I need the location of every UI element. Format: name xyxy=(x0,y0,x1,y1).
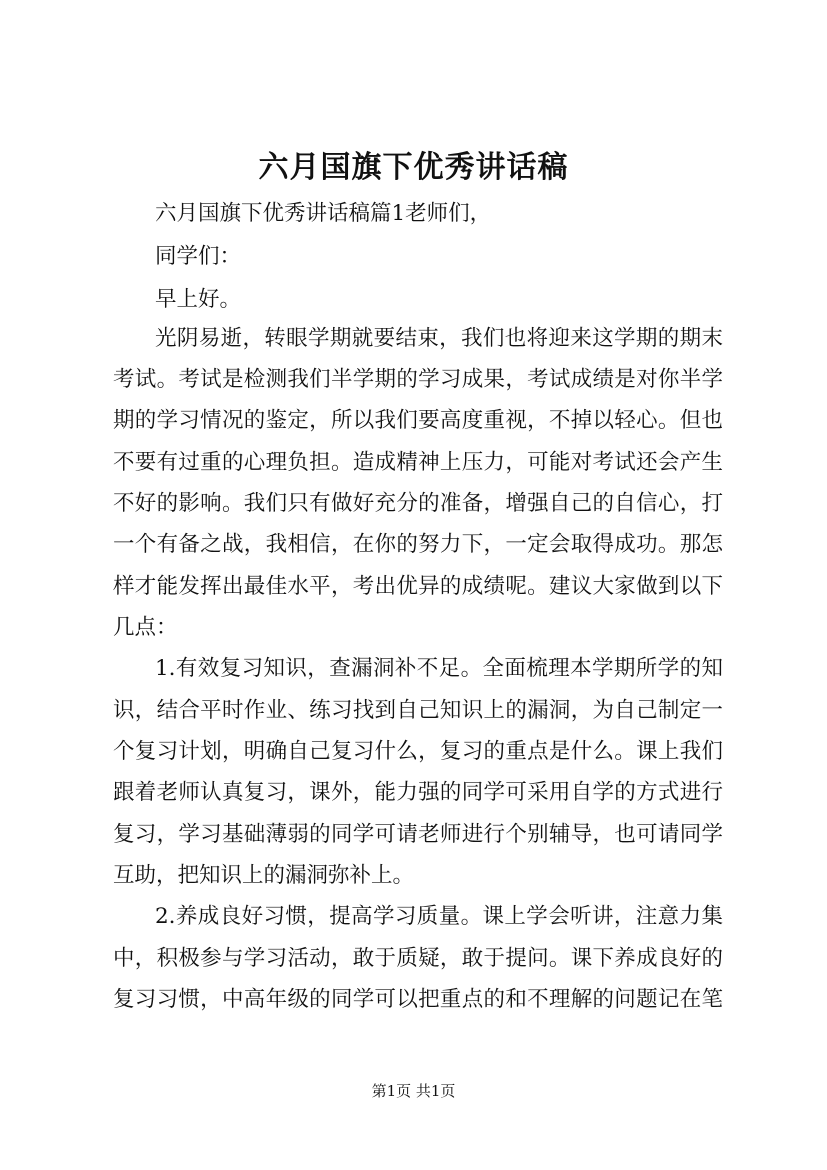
text-line: 几点： xyxy=(113,615,178,640)
text-line: 光阴易逝，转眼学期就要结束，我们也将迎来这学期的期末 xyxy=(155,326,723,351)
text-line: 1.有效复习知识，查漏洞补不足。全面梳理本学期所学的知 xyxy=(155,656,723,681)
text-line: 识，结合平时作业、练习找到自己知识上的漏洞，为自己制定一 xyxy=(113,698,723,723)
text-line: 早上好。 xyxy=(155,287,242,312)
text-line: 复习习惯，中高年级的同学可以把重点的和不理解的问题记在笔 xyxy=(113,987,723,1012)
text-line: 考试。考试是检测我们半学期的学习成果，考试成绩是对你半学 xyxy=(113,367,723,392)
document-title: 六月国旗下优秀讲话稿 xyxy=(258,150,569,185)
text-line: 互助，把知识上的漏洞弥补上。 xyxy=(113,863,415,888)
text-line: 中，积极参与学习活动，敢于质疑，敢于提问。课下养成良好的 xyxy=(113,946,723,971)
text-line: 复习，学习基础薄弱的同学可请老师进行个别辅导，也可请同学 xyxy=(113,822,723,847)
text-line: 个复习计划，明确自己复习什么，复习的重点是什么。课上我们 xyxy=(113,739,723,764)
page-footer: 第1页 共1页 xyxy=(371,1082,456,1100)
text-line: 样才能发挥出最佳水平，考出优异的成绩呢。建议大家做到以下 xyxy=(113,574,723,599)
text-line: 期的学习情况的鉴定，所以我们要高度重视，不掉以轻心。但也 xyxy=(113,408,723,433)
text-line: 不好的影响。我们只有做好充分的准备，增强自己的自信心，打 xyxy=(113,491,723,516)
text-line: 跟着老师认真复习，课外，能力强的同学可采用自学的方式进行 xyxy=(113,780,723,805)
text-line: 六月国旗下优秀讲话稿篇1老师们， xyxy=(155,201,492,226)
text-line: 不要有过重的心理负担。造成精神上压力，可能对考试还会产生 xyxy=(113,450,723,475)
text-line: 2.养成良好习惯，提高学习质量。课上学会听讲，注意力集 xyxy=(155,904,723,929)
text-line: 同学们： xyxy=(155,244,242,269)
text-line: 一个有备之战，我相信，在你的努力下，一定会取得成功。那怎 xyxy=(113,532,723,557)
